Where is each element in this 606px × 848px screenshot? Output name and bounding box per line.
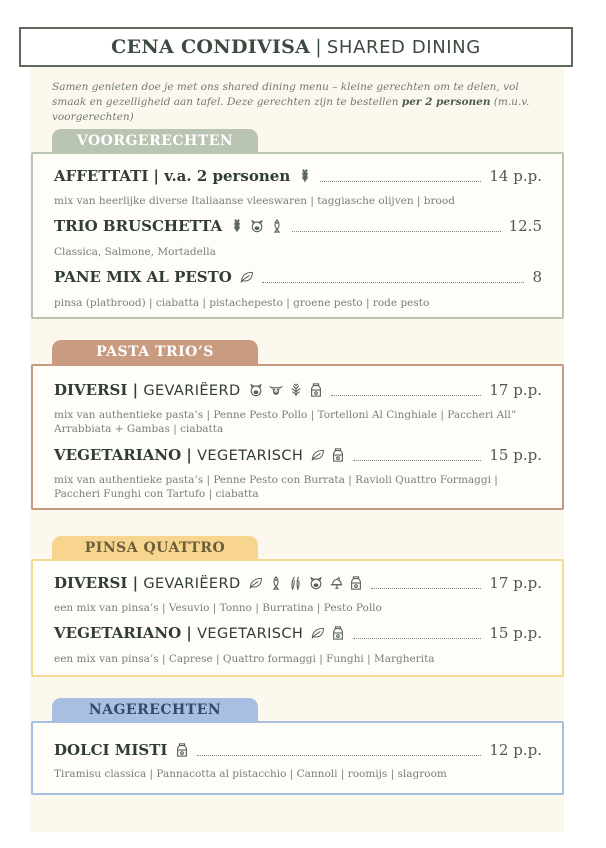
intro-text (52, 80, 552, 125)
item-description: een mix van pinsa’s | Caprese | Quattro formaggi | Funghi | Margherita (54, 653, 435, 665)
menu-title (19, 27, 573, 67)
menu-item-pinsa-diversi (54, 572, 542, 594)
item-name (54, 381, 241, 399)
menu-item-trio-bruschetta (54, 215, 542, 237)
item-description: Classica, Salmone, Mortadella (54, 246, 216, 258)
milk-icon (175, 743, 189, 757)
item-description: mix van authentieke pasta’s | Penne Pesto Pollo | Tortelloni Al Cinghiale | Paccheri All” Arrabbiata + Gambas | ciabatta (54, 409, 517, 435)
milk-icon (331, 626, 345, 640)
intro-part-1: Samen genieten doe je met ons shared dining menu – kleine gerechten om te delen, vol smaak en gezelligheid aan tafel. Deze gerechten zijn te bestellen (52, 81, 519, 108)
menu-item-pane-mix (54, 266, 542, 288)
item-name: TRIO BRUSCHETTA (54, 217, 223, 235)
item-price: 8 (532, 268, 542, 286)
fish-icon (270, 219, 284, 233)
section-nagerechten (31, 721, 564, 795)
item-name-sub: VEGETARISCH (197, 448, 304, 464)
item-description: Tiramisu classica | Pannacotta al pistacchio | Cannoli | roomijs | slagroom (54, 768, 447, 780)
item-name-bold: VEGETARIANO | (54, 624, 198, 642)
section-pasta (31, 364, 564, 510)
leaf-icon (240, 270, 254, 284)
item-name-sub: GEVARIËERD (143, 383, 241, 399)
dot-leader (262, 282, 525, 283)
item-name: PANE MIX AL PESTO (54, 268, 232, 286)
tab-pasta: PASTA TRIO’S (52, 340, 258, 364)
tab-nagerechten: NAGERECHTEN (52, 698, 258, 722)
wheat-icon (230, 219, 244, 233)
item-icons (230, 219, 284, 233)
chicken-icon (329, 576, 343, 590)
item-price: 15 p.p. (489, 624, 542, 642)
title-light: SHARED DINING (326, 36, 481, 58)
item-icons (311, 626, 345, 640)
item-name-bold: VEGETARIANO | (54, 446, 198, 464)
item-name (54, 446, 303, 464)
menu-item-affettati (54, 165, 542, 187)
fish-icon (269, 576, 283, 590)
milk-icon (349, 576, 363, 590)
dot-leader (353, 460, 481, 461)
title-bold: CENA CONDIVISA (111, 36, 311, 58)
item-name-sub: VEGETARISCH (197, 626, 304, 642)
item-description: een mix van pinsa’s | Vesuvio | Tonno | Burratina | Pesto Pollo (54, 602, 382, 614)
leaf-icon (249, 576, 263, 590)
dot-leader (371, 588, 482, 589)
item-name-sub: GEVARIËERD (143, 576, 241, 592)
menu-item-pasta-diversi (54, 379, 542, 401)
pig-icon (250, 219, 264, 233)
item-icons (311, 448, 345, 462)
tab-voorgerechten: VOORGERECHTEN (52, 129, 258, 153)
item-price: 14 p.p. (489, 167, 542, 185)
item-name (54, 574, 241, 592)
shrimp-icon (289, 383, 303, 397)
dot-leader (197, 755, 481, 756)
item-icons (175, 743, 189, 757)
item-icons (249, 576, 363, 590)
item-price: 12 p.p. (489, 741, 542, 759)
item-name: DOLCI MISTI (54, 741, 168, 759)
menu-item-pinsa-vegetariano (54, 622, 542, 644)
cow-icon (269, 383, 283, 397)
item-price: 15 p.p. (489, 446, 542, 464)
intro-part-2: (m.u.v. voorgerechten) (52, 96, 530, 123)
pig-icon (249, 383, 263, 397)
item-price: 12.5 (508, 217, 542, 235)
milk-icon (331, 448, 345, 462)
item-icons (240, 270, 254, 284)
item-icons (249, 383, 323, 397)
tab-pinsa: PINSA QUATTRO (52, 536, 258, 560)
title-separator: | (315, 36, 322, 58)
intro-bold: per 2 personen (401, 96, 491, 108)
section-voorgerechten (31, 152, 564, 319)
item-name (54, 624, 303, 642)
wheat-icon (298, 169, 312, 183)
dot-leader (353, 638, 481, 639)
dot-leader (320, 181, 481, 182)
item-name-bold: DIVERSI | (54, 574, 144, 592)
dot-leader (292, 231, 500, 232)
item-description: pinsa (platbrood) | ciabatta | pistachepesto | groene pesto | rode pesto (54, 297, 430, 309)
section-pinsa (31, 559, 564, 677)
menu-item-pasta-vegetariano (54, 444, 542, 466)
item-name-bold: DIVERSI | (54, 381, 144, 399)
item-price: 17 p.p. (489, 574, 542, 592)
item-name: AFFETTATI | v.a. 2 personen (54, 167, 291, 185)
menu-item-dolci-misti (54, 739, 542, 761)
dot-leader (331, 395, 482, 396)
leaf-icon (311, 626, 325, 640)
item-description: mix van authentieke pasta’s | Penne Pesto con Burrata | Ravioli Quattro Formaggi | Paccheri Funghi con Tartufo | ciabatta (54, 474, 498, 500)
chili-icon (289, 576, 303, 590)
leaf-icon (311, 448, 325, 462)
pig-icon (309, 576, 323, 590)
item-price: 17 p.p. (489, 381, 542, 399)
item-icons (298, 169, 312, 183)
milk-icon (309, 383, 323, 397)
item-description: mix van heerlijke diverse Italiaanse vleeswaren | taggiasche olijven | brood (54, 195, 455, 207)
